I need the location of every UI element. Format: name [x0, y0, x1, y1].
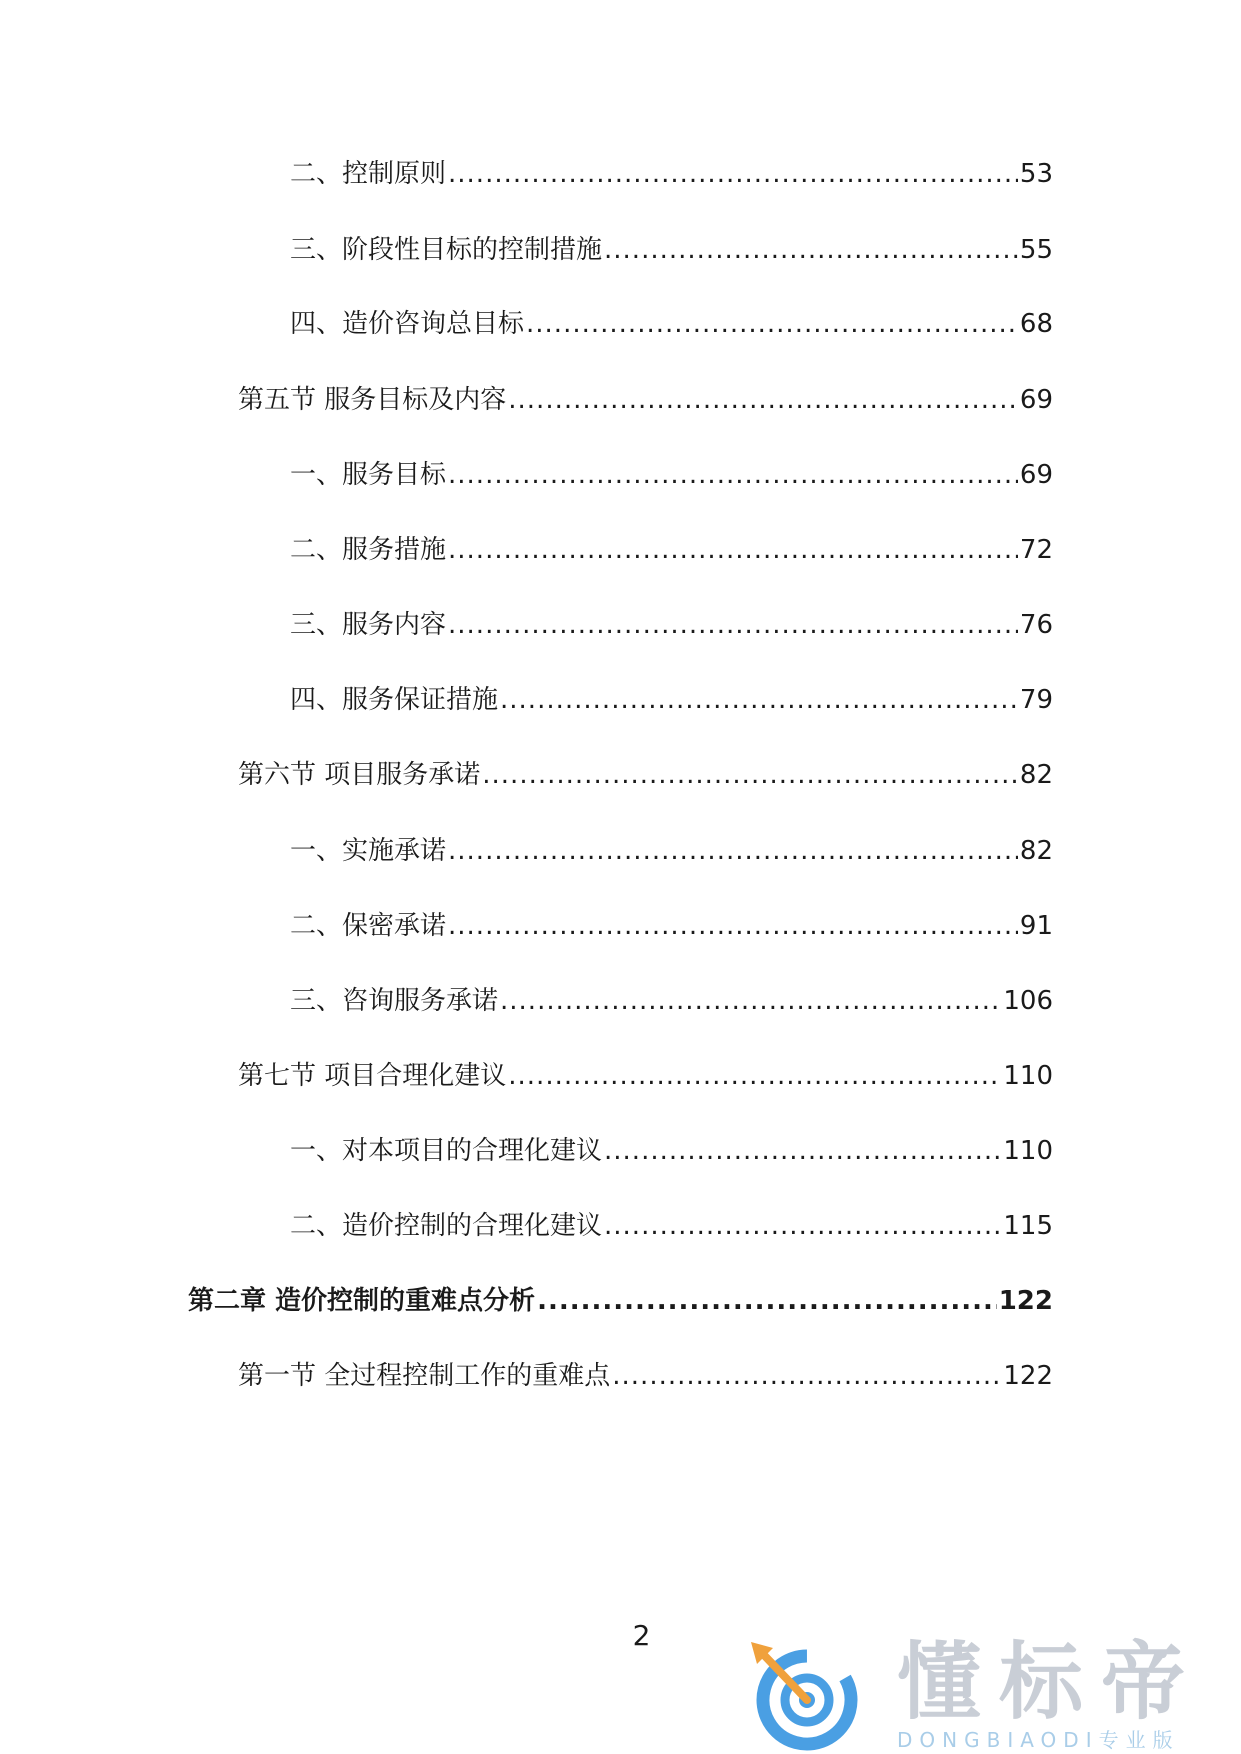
toc-entry-title: 第二章 造价控制的重难点分析: [188, 1286, 536, 1316]
toc-entry-title: 第五节 服务目标及内容: [238, 385, 507, 415]
toc-entry-title: 二、保密承诺: [290, 911, 447, 941]
toc-entry-page: 68: [1019, 309, 1053, 339]
toc-entry-page: 115: [1003, 1211, 1053, 1241]
toc-entry-title: 第一节 全过程控制工作的重难点: [238, 1361, 611, 1391]
toc-entry[interactable]: [238, 755, 1053, 795]
toc-entry-page: 72: [1019, 535, 1053, 565]
dot-leader: [500, 981, 1001, 1021]
dot-leader: [612, 1356, 1001, 1396]
toc-entry[interactable]: [290, 455, 1053, 495]
toc-entry[interactable]: [290, 1206, 1053, 1246]
toc-entry-title: 二、控制原则: [290, 159, 447, 189]
toc-entry-page: 79: [1019, 685, 1053, 715]
toc-entry-page: 110: [1003, 1136, 1053, 1166]
dot-leader: [448, 831, 1018, 871]
toc-entry[interactable]: [290, 1131, 1053, 1171]
toc-entry-page: 76: [1019, 610, 1053, 640]
toc-entry[interactable]: [290, 530, 1053, 570]
page-number: 2: [632, 1619, 651, 1652]
toc-entry-title: 四、造价咨询总目标: [290, 309, 525, 339]
toc-entry[interactable]: [290, 154, 1053, 194]
toc-entry[interactable]: [290, 831, 1053, 871]
toc-entry-title: 一、对本项目的合理化建议: [290, 1136, 603, 1166]
toc-entry-page: 82: [1019, 836, 1053, 866]
toc-entry-title: 二、造价控制的合理化建议: [290, 1211, 603, 1241]
toc-entry-title: 三、服务内容: [290, 610, 447, 640]
dot-leader: [526, 304, 1018, 344]
toc-entry-title: 一、服务目标: [290, 460, 447, 490]
toc-entry[interactable]: [290, 304, 1053, 344]
toc-entry-page: 91: [1019, 911, 1053, 941]
toc-entry[interactable]: [290, 906, 1053, 946]
dot-leader: [482, 755, 1018, 795]
toc-entry-title: 三、咨询服务承诺: [290, 986, 499, 1016]
toc-entry[interactable]: [290, 680, 1053, 720]
toc-entry-page: 122: [998, 1286, 1053, 1316]
toc-entry-title: 一、实施承诺: [290, 836, 447, 866]
dot-leader: [448, 154, 1018, 194]
toc-entry-title: 二、服务措施: [290, 535, 447, 565]
dot-leader: [448, 530, 1018, 570]
dot-leader: [508, 380, 1018, 420]
toc-entry[interactable]: [290, 981, 1053, 1021]
toc-entry-page: 110: [1003, 1061, 1053, 1091]
dot-leader: [604, 1131, 1001, 1171]
toc-entry-chapter[interactable]: [188, 1281, 1053, 1321]
watermark-brand: 懂标帝: [897, 1633, 1204, 1731]
watermark: [745, 1633, 1225, 1754]
watermark-subtitle: DONGBIAODI专业版: [897, 1728, 1180, 1752]
toc-entry[interactable]: [238, 1356, 1053, 1396]
dot-leader: [500, 680, 1018, 720]
toc-entry-page: 122: [1003, 1361, 1053, 1391]
target-logo-icon: [745, 1638, 865, 1752]
toc-entry[interactable]: [290, 605, 1053, 645]
dot-leader: [508, 1056, 1001, 1096]
toc-entry-title: 三、阶段性目标的控制措施: [290, 235, 603, 265]
toc-entry-title: 第六节 项目服务承诺: [238, 760, 481, 790]
dot-leader: [448, 455, 1018, 495]
toc-entry-page: 53: [1019, 159, 1053, 189]
toc-entry[interactable]: [290, 230, 1053, 270]
dot-leader: [448, 605, 1018, 645]
toc-entry-page: 69: [1019, 460, 1053, 490]
toc-entry[interactable]: [238, 380, 1053, 420]
dot-leader: [448, 906, 1018, 946]
toc-entry-page: 106: [1003, 986, 1053, 1016]
dot-leader: [604, 1206, 1001, 1246]
toc-entry-title: 第七节 项目合理化建议: [238, 1061, 507, 1091]
dot-leader: [604, 230, 1018, 270]
dot-leader: [537, 1281, 997, 1321]
toc-entry-title: 四、服务保证措施: [290, 685, 499, 715]
toc-entry-page: 82: [1019, 760, 1053, 790]
toc-entry-page: 55: [1019, 235, 1053, 265]
toc-entry[interactable]: [238, 1056, 1053, 1096]
toc-entry-page: 69: [1019, 385, 1053, 415]
